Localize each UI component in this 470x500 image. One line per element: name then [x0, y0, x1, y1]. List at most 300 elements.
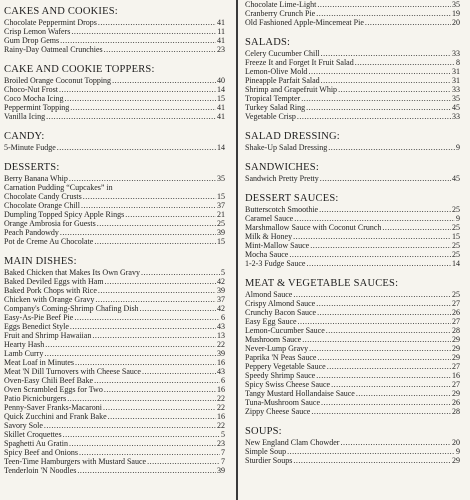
page-number: 14 [217, 143, 225, 152]
dot-leader [70, 322, 216, 331]
dot-leader [141, 268, 220, 277]
recipe-name: Turkey Salad Ring [245, 103, 306, 112]
section-heading: DESSERTS: [4, 162, 60, 173]
dot-leader [65, 94, 216, 103]
recipe-name: Lemon-Cucumber Sauce [245, 326, 325, 335]
recipe-entry [4, 192, 225, 201]
recipe-list [245, 143, 460, 152]
dot-leader [331, 380, 451, 389]
recipe-name: Caramel Sauce [245, 214, 294, 223]
section-dessert-sauces [245, 193, 460, 268]
page-number: 29 [452, 389, 460, 398]
dot-leader [60, 36, 216, 45]
recipe-name: Lemon-Olive Mold [245, 67, 308, 76]
page-number: 14 [217, 85, 225, 94]
recipe-name: Vegetable Crisp [245, 112, 296, 121]
recipe-name: Baked Deviled Eggs with Ham [4, 277, 104, 286]
recipe-entry [245, 380, 460, 389]
dot-leader [356, 389, 451, 398]
recipe-entry [245, 407, 460, 416]
recipe-name: Savory Sole [4, 421, 43, 430]
dot-leader [316, 9, 451, 18]
recipe-entry [245, 398, 460, 407]
section-salad-dressing [245, 131, 460, 152]
recipe-name: Butterscotch Smoothie [245, 205, 319, 214]
recipe-name: Quick Zucchini and Frank Bake [4, 412, 107, 421]
dot-leader [44, 421, 216, 430]
page-number: 40 [217, 76, 225, 85]
recipe-name: Penny-Saver Franks-Macaroni [4, 403, 102, 412]
dot-leader [321, 398, 451, 407]
recipe-entry [245, 0, 460, 9]
recipe-name: Rainy-Day Oatmeal Crunchies [4, 45, 103, 54]
page-number: 5 [221, 430, 225, 439]
page-number: 16 [217, 358, 225, 367]
recipe-entry [245, 9, 460, 18]
recipe-entry [4, 286, 225, 295]
dot-leader [293, 232, 451, 241]
recipe-list [245, 438, 460, 465]
recipe-entry [245, 58, 460, 67]
page-number: 31 [452, 67, 460, 76]
recipe-entry [4, 237, 225, 246]
recipe-name: Chocolate Lime-Light [245, 0, 317, 9]
dot-leader [382, 223, 451, 232]
recipe-entry [245, 259, 460, 268]
page-number: 22 [217, 403, 225, 412]
recipe-entry [245, 371, 460, 380]
page-number: 39 [217, 228, 225, 237]
page-number: 41 [217, 18, 225, 27]
page-number: 13 [217, 331, 225, 340]
page-number: 26 [452, 308, 460, 317]
recipe-entry [4, 340, 225, 349]
page-number: 41 [217, 103, 225, 112]
page-number: 31 [452, 76, 460, 85]
recipe-entry [4, 219, 225, 228]
dot-leader [77, 466, 216, 475]
dot-leader [147, 457, 220, 466]
recipe-name: Zippy Cheese Sauce [245, 407, 311, 416]
dot-leader [103, 403, 216, 412]
recipe-name: Baked Chicken that Makes Its Own Gravy [4, 268, 140, 277]
recipe-entry [4, 376, 225, 385]
page-number: 16 [452, 371, 460, 380]
recipe-name: Broiled Orange Coconut Topping [4, 76, 112, 85]
recipe-name: Eggs Benedict Style [4, 322, 69, 331]
recipe-name: Dumpling Topped Spicy Apple Rings [4, 210, 125, 219]
recipe-entry [245, 174, 460, 183]
recipe-name: Mushroom Sauce [245, 335, 302, 344]
recipe-name: Carnation Pudding “Cupcakes” in [4, 183, 113, 192]
page-number: 23 [217, 45, 225, 54]
recipe-name: Crispy Almond Sauce [245, 299, 316, 308]
page-number: 21 [217, 210, 225, 219]
recipe-name: Chocolate Orange Chill [4, 201, 80, 210]
dot-leader [97, 219, 216, 228]
recipe-entry [245, 103, 460, 112]
section-heading: SALADS: [245, 37, 291, 48]
page-number: 25 [452, 290, 460, 299]
dot-leader [302, 335, 451, 344]
page-number: 6 [221, 376, 225, 385]
dot-leader [142, 367, 216, 376]
recipe-name: Tropical Tempter [245, 94, 301, 103]
recipe-name: Shake-Up Salad Dressing [245, 143, 328, 152]
left-column [0, 0, 233, 500]
recipe-entry [245, 49, 460, 58]
recipe-entry [4, 403, 225, 412]
page-number: 25 [452, 250, 460, 259]
dot-leader [365, 18, 451, 27]
recipe-name: Company's Coming-Shrimp Chafing Dish [4, 304, 139, 313]
recipe-entry [4, 183, 225, 192]
recipe-name: Shrimp and Grapefruit Whip [245, 85, 338, 94]
page-number: 45 [452, 174, 460, 183]
dot-leader [338, 85, 451, 94]
recipe-name: Spicy Swiss Cheese Sauce [245, 380, 331, 389]
section-heading: CAKES AND COOKIES: [4, 6, 118, 17]
recipe-list [245, 205, 460, 268]
dot-leader [67, 394, 216, 403]
recipe-name: New England Clam Chowder [245, 438, 340, 447]
recipe-entry [4, 331, 225, 340]
section-heading: CANDY: [4, 131, 45, 142]
recipe-name: Chocolate Peppermint Drops [4, 18, 97, 27]
recipe-name: Orange Ambrosia for Guests [4, 219, 96, 228]
page-number: 15 [452, 232, 460, 241]
section-salads [245, 37, 460, 121]
dot-leader [81, 201, 216, 210]
recipe-name: Oven-Easy Chili Beef Bake [4, 376, 94, 385]
section-desserts [4, 162, 225, 246]
recipe-entry [245, 456, 460, 465]
recipe-name: Easy Egg Sauce [245, 317, 297, 326]
dot-leader [140, 304, 216, 313]
dot-leader [108, 412, 216, 421]
recipe-entry [245, 76, 460, 85]
recipe-name: Sturdier Soups [245, 456, 293, 465]
recipe-entry [4, 439, 225, 448]
dot-leader [287, 447, 455, 456]
recipe-name: Teen-Time Hamburgers with Mustard Sauce [4, 457, 147, 466]
dot-leader [83, 192, 216, 201]
recipe-name: Tuna-Mushroom Sauce [245, 398, 321, 407]
dot-leader [104, 385, 216, 394]
recipe-entry [4, 174, 225, 183]
page-number: 33 [452, 112, 460, 121]
section-cakes-and-cookies [4, 6, 225, 54]
recipe-name: Berry Banana Whip [4, 174, 68, 183]
recipe-name: Spicy Beef and Onions [4, 448, 78, 457]
recipe-name: Crisp Lemon Wafers [4, 27, 71, 36]
recipe-entry [4, 36, 225, 45]
recipe-name: Patio Picnicburgers [4, 394, 67, 403]
recipe-name: Paprika 'N Peas Sauce [245, 353, 317, 362]
dot-leader [95, 295, 216, 304]
page-number: 20 [452, 18, 460, 27]
recipe-name: Choco-Nut Frost [4, 85, 58, 94]
recipe-name: Never-Lump Gravy [245, 344, 309, 353]
recipe-name: Hearty Hash [4, 340, 45, 349]
dot-leader [306, 103, 451, 112]
section-continued [245, 0, 460, 27]
page-number: 37 [217, 201, 225, 210]
section-candy [4, 131, 225, 152]
page-number: 35 [452, 94, 460, 103]
recipe-entry [4, 201, 225, 210]
dot-leader [104, 45, 216, 54]
dot-leader [319, 205, 451, 214]
page-number: 5 [221, 268, 225, 277]
dot-leader [321, 49, 451, 58]
recipe-name: Milk & Honey [245, 232, 293, 241]
page-number: 33 [452, 49, 460, 58]
recipe-entry [245, 447, 460, 456]
recipe-name: Mocha Sauce [245, 250, 289, 259]
recipe-entry [245, 335, 460, 344]
dot-leader [46, 112, 216, 121]
dot-leader [125, 210, 216, 219]
recipe-list [4, 143, 225, 152]
dot-leader [321, 76, 451, 85]
dot-leader [317, 0, 451, 9]
recipe-name: Meat 'N Dill Turnovers with Cheese Sauce [4, 367, 141, 376]
recipe-entry [4, 367, 225, 376]
recipe-entry [245, 205, 460, 214]
dot-leader [327, 362, 451, 371]
dot-leader [306, 259, 451, 268]
page-number: 35 [452, 0, 460, 9]
recipe-entry [4, 466, 225, 475]
recipe-entry [245, 67, 460, 76]
recipe-entry [245, 290, 460, 299]
dot-leader [45, 340, 216, 349]
recipe-name: 1-2-3 Fudge Sauce [245, 259, 306, 268]
page-number: 28 [452, 326, 460, 335]
page-number: 42 [217, 277, 225, 286]
section-cake-and-cookie-toppers [4, 64, 225, 121]
recipe-entry [245, 353, 460, 362]
section-meat-vegetable-sauces [245, 278, 460, 416]
page-number: 41 [217, 36, 225, 45]
page-number: 25 [452, 223, 460, 232]
recipe-entry [4, 103, 225, 112]
dot-leader [69, 439, 216, 448]
recipe-list [245, 290, 460, 416]
page-number: 9 [456, 143, 460, 152]
recipe-name: Baked Pork Chops with Rice [4, 286, 97, 295]
recipe-entry [245, 223, 460, 232]
dot-leader [289, 250, 451, 259]
dot-leader [311, 407, 451, 416]
dot-leader [63, 430, 220, 439]
page-number: 19 [452, 9, 460, 18]
recipe-name: Spaghetti Au Gratin [4, 439, 68, 448]
recipe-name: Coco Mocha Icing [4, 94, 64, 103]
recipe-entry [4, 322, 225, 331]
dot-leader [309, 344, 451, 353]
page-number: 16 [217, 385, 225, 394]
recipe-entry [245, 389, 460, 398]
dot-leader [57, 143, 216, 152]
page-number: 7 [221, 448, 225, 457]
recipe-entry [245, 308, 460, 317]
recipe-entry [4, 313, 225, 322]
dot-leader [71, 27, 216, 36]
dot-leader [94, 237, 216, 246]
section-heading: CAKE AND COOKIE TOPPERS: [4, 64, 155, 75]
recipe-name: Chocolate Candy Crusts [4, 192, 82, 201]
recipe-entry [4, 295, 225, 304]
recipe-list [4, 76, 225, 121]
dot-leader [94, 376, 220, 385]
right-column [241, 0, 470, 500]
dot-leader [317, 353, 451, 362]
dot-leader [316, 299, 451, 308]
recipe-entry [4, 412, 225, 421]
recipe-list [4, 174, 225, 246]
recipe-entry [245, 299, 460, 308]
page-number: 27 [452, 380, 460, 389]
page-number: 9 [456, 447, 460, 456]
dot-leader [328, 143, 455, 152]
recipe-entry [4, 358, 225, 367]
dot-leader [355, 58, 455, 67]
recipe-name: Sandwich Pretty Pretty [245, 174, 319, 183]
page-number: 25 [217, 219, 225, 228]
recipe-entry [4, 385, 225, 394]
dot-leader [112, 76, 216, 85]
dot-leader [326, 326, 451, 335]
page-number: 29 [452, 353, 460, 362]
recipe-name: Almond Sauce [245, 290, 293, 299]
dot-leader [60, 228, 216, 237]
recipe-name: Mint-Mallow Sauce [245, 241, 310, 250]
recipe-entry [4, 430, 225, 439]
recipe-entry [4, 457, 225, 466]
page-number: 22 [217, 421, 225, 430]
recipe-name: Skillet Croquettes [4, 430, 62, 439]
recipe-entry [245, 438, 460, 447]
page-number: 15 [217, 237, 225, 246]
recipe-name: Peppermint Topping [4, 103, 70, 112]
section-heading: SALAD DRESSING: [245, 131, 340, 142]
recipe-list [4, 268, 225, 475]
recipe-entry [4, 394, 225, 403]
recipe-name: Fruit and Shrimp Hawaiian [4, 331, 92, 340]
page-number: 25 [452, 241, 460, 250]
recipe-name: Gum Drop Gems [4, 36, 60, 45]
recipe-name: Pineapple Parfait Salad [245, 76, 320, 85]
recipe-name: Tangy Mustard Hollandaise Sauce [245, 389, 355, 398]
page-number: 23 [217, 439, 225, 448]
recipe-entry [245, 362, 460, 371]
page-number: 14 [452, 259, 460, 268]
recipe-entry [4, 421, 225, 430]
recipe-entry [245, 18, 460, 27]
recipe-entry [4, 210, 225, 219]
page-number: 27 [452, 299, 460, 308]
dot-leader [79, 448, 220, 457]
recipe-list [4, 18, 225, 54]
recipe-name: Simple Soup [245, 447, 287, 456]
recipe-entry [4, 45, 225, 54]
dot-leader [308, 67, 451, 76]
recipe-name: Easy-As-Pie Beef Pie [4, 313, 74, 322]
page-number: 25 [452, 205, 460, 214]
recipe-entry [245, 326, 460, 335]
dot-leader [70, 103, 216, 112]
recipe-name: Freeze It and Forget It Fruit Salad [245, 58, 354, 67]
dot-leader [301, 94, 451, 103]
page-number: 15 [217, 192, 225, 201]
page-number: 29 [452, 344, 460, 353]
page-number: 26 [452, 398, 460, 407]
recipe-name: Oven Scrambled Eggs for Two [4, 385, 103, 394]
recipe-list [245, 174, 460, 183]
recipe-entry [4, 228, 225, 237]
page-number: 27 [452, 362, 460, 371]
dot-leader [59, 85, 216, 94]
section-soups [245, 426, 460, 465]
dot-leader [320, 174, 451, 183]
recipe-entry [245, 143, 460, 152]
dot-leader [310, 241, 451, 250]
recipe-entry [4, 277, 225, 286]
recipe-name: Tenderloin 'N Noodles [4, 466, 77, 475]
recipe-name: 5-Minute Fudge [4, 143, 56, 152]
recipe-entry [4, 94, 225, 103]
recipe-entry [4, 18, 225, 27]
recipe-entry [4, 448, 225, 457]
page-number: 8 [456, 58, 460, 67]
page-number: 29 [452, 456, 460, 465]
page-number: 35 [217, 174, 225, 183]
recipe-entry [245, 85, 460, 94]
dot-leader [293, 290, 451, 299]
section-heading: MEAT & VEGETABLE SAUCES: [245, 278, 399, 289]
recipe-name: Peppery Vegetable Sauce [245, 362, 326, 371]
recipe-entry [245, 344, 460, 353]
dot-leader [92, 331, 216, 340]
dot-leader [74, 313, 220, 322]
page-number: 9 [456, 214, 460, 223]
recipe-entry [4, 268, 225, 277]
section-heading: DESSERT SAUCES: [245, 193, 339, 204]
section-heading: SOUPS: [245, 426, 282, 437]
recipe-entry [4, 112, 225, 121]
page-number: 22 [217, 394, 225, 403]
section-heading: MAIN DISHES: [4, 256, 77, 267]
recipe-entry [245, 94, 460, 103]
page-number: 29 [452, 335, 460, 344]
dot-leader [294, 214, 455, 223]
page-number: 39 [217, 286, 225, 295]
page-number: 16 [217, 412, 225, 421]
page-number: 7 [221, 457, 225, 466]
recipe-entry [4, 27, 225, 36]
recipe-list [245, 0, 460, 27]
page-number: 39 [217, 349, 225, 358]
recipe-name: Meat Loaf in Minutes [4, 358, 74, 367]
recipe-entry [245, 241, 460, 250]
dot-leader [105, 277, 216, 286]
page-number: 6 [221, 313, 225, 322]
section-heading: SANDWICHES: [245, 162, 319, 173]
recipe-name: Old Fashioned Apple-Mincemeat Pie [245, 18, 364, 27]
recipe-list [245, 49, 460, 121]
